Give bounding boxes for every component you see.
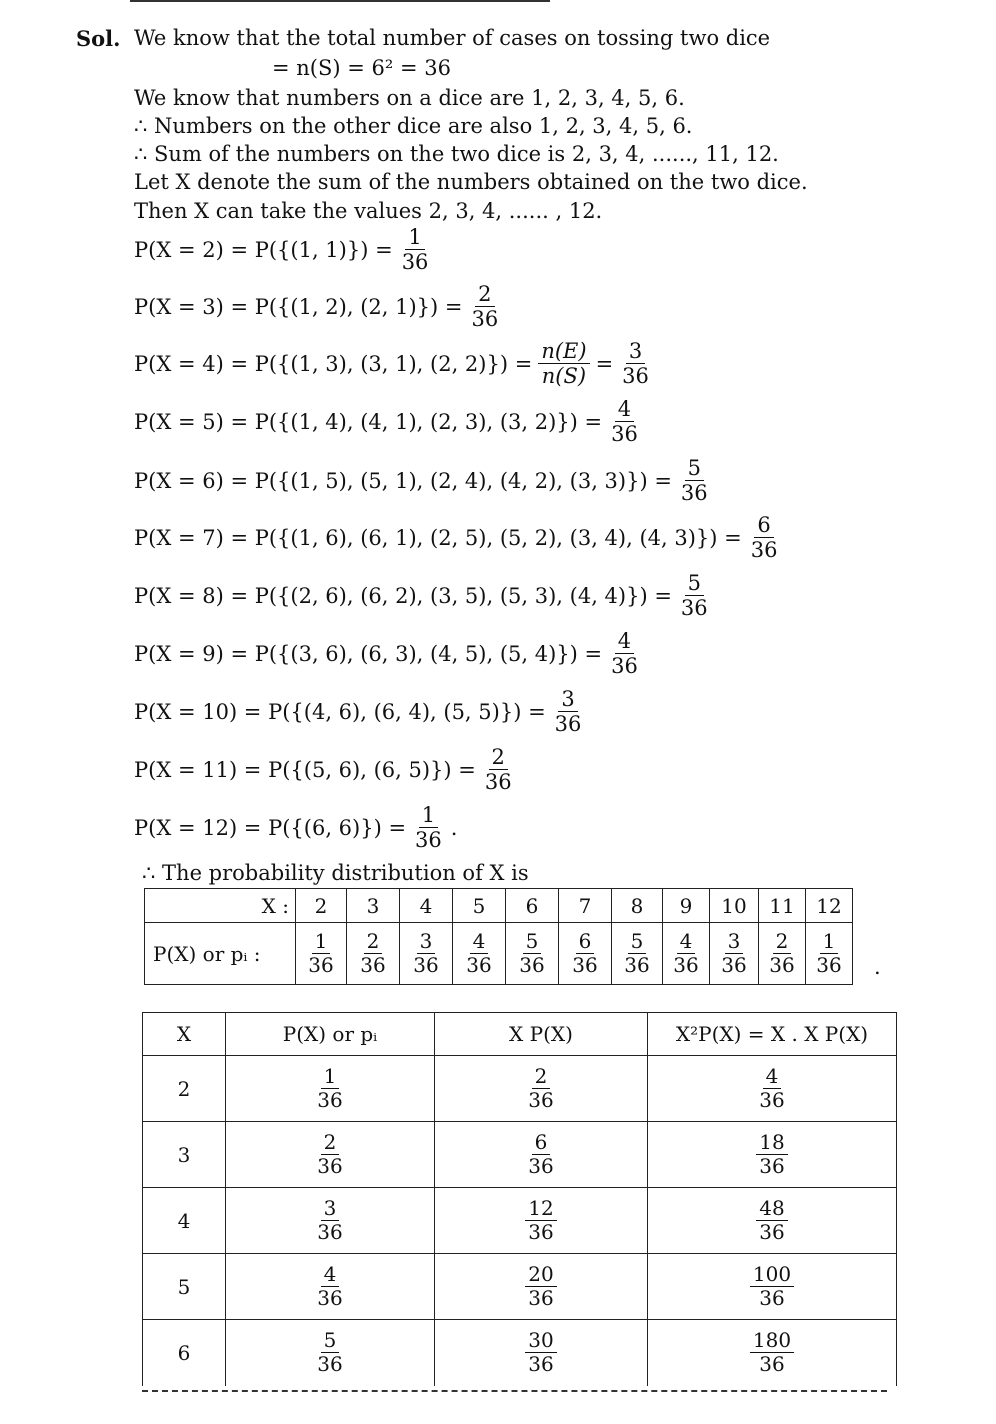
distribution-caption: ∴ The probability distribution of X is: [142, 861, 529, 885]
denominator: n(S): [541, 364, 587, 389]
equation-lhs: P(X = 6) = P({(1, 5), (5, 1), (2, 4), (4, 2), (3, 3)}) =: [134, 468, 672, 493]
numerator: 4: [677, 931, 696, 954]
numerator: 180: [750, 1330, 794, 1353]
probability-cell: [226, 1254, 435, 1320]
fraction: [678, 572, 711, 619]
numerator: 5: [628, 931, 647, 954]
denominator: 36: [528, 1286, 554, 1310]
fraction: [525, 1132, 556, 1177]
denominator: 36: [572, 953, 598, 977]
intro-line-3: We know that numbers on a dice are 1, 2, 3, 4, 5, 6.: [134, 86, 685, 110]
denominator: 36: [317, 1286, 343, 1310]
fraction: [357, 931, 388, 976]
equation-lhs: P(X = 10) = P({(4, 6), (6, 4), (5, 5)}) =: [134, 699, 546, 724]
equation-x10: [134, 688, 590, 735]
fraction: [608, 630, 641, 677]
fraction: [399, 226, 432, 273]
numerator: 6: [576, 931, 595, 954]
probability-cell: [226, 1122, 435, 1188]
fraction: [305, 931, 336, 976]
calc-row: [143, 1056, 897, 1122]
x-cell: 6: [143, 1320, 226, 1386]
numerator: 5: [321, 1330, 340, 1353]
x2-px-cell: [648, 1122, 897, 1188]
numerator: 3: [417, 931, 436, 954]
numerator: 30: [525, 1330, 556, 1353]
denominator: 36: [759, 1154, 785, 1178]
equation-x8: [134, 572, 717, 619]
fraction: [608, 398, 641, 445]
probability-cell: [759, 923, 806, 985]
header-x: X: [143, 1013, 226, 1056]
equation-x3: [134, 283, 507, 330]
solution-label: Sol.: [76, 26, 121, 51]
x2-px-cell: [648, 1056, 897, 1122]
denominator: 36: [360, 953, 386, 977]
equals-sign: =: [595, 351, 614, 376]
probability-row: [145, 923, 853, 985]
x2-px-cell: [648, 1320, 897, 1386]
probability-cell: [806, 923, 853, 985]
numerator: 4: [763, 1066, 782, 1089]
fraction: [525, 1330, 556, 1375]
x-value: 4: [400, 889, 453, 923]
probability-cell: [612, 923, 663, 985]
equation-lhs: P(X = 12) = P({(6, 6)}) =: [134, 815, 407, 840]
fraction: [482, 746, 515, 793]
numerator: 1: [405, 226, 424, 250]
intro-line-6: Let X denote the sum of the numbers obtained on the two dice.: [134, 170, 808, 194]
x-cell: 5: [143, 1254, 226, 1320]
numerator: 2: [773, 931, 792, 954]
fraction: [756, 1198, 787, 1243]
probability-cell: [400, 923, 453, 985]
intro-line-4: ∴ Numbers on the other dice are also 1, 2, 3, 4, 5, 6.: [134, 114, 693, 138]
denominator: 36: [750, 538, 778, 563]
probability-cell: [506, 923, 559, 985]
calc-row: [143, 1122, 897, 1188]
numerator: 48: [756, 1198, 787, 1221]
denominator: 36: [528, 1220, 554, 1244]
x-cell: 4: [143, 1188, 226, 1254]
fraction: [619, 340, 652, 387]
numerator: 3: [626, 340, 645, 364]
fraction: [314, 1264, 345, 1309]
numerator: n(E): [538, 340, 589, 364]
numerator: 2: [532, 1066, 551, 1089]
numerator: 5: [685, 457, 704, 481]
denominator: 36: [401, 250, 429, 275]
denominator: 36: [759, 1220, 785, 1244]
fraction: [314, 1066, 345, 1111]
probability-cell: [226, 1188, 435, 1254]
intro-line-7: Then X can take the values 2, 3, 4, ...... , 12.: [134, 199, 603, 223]
denominator: 36: [611, 422, 638, 447]
fraction: [756, 1066, 787, 1111]
numerator: 4: [470, 931, 489, 954]
numerator: 1: [321, 1066, 340, 1089]
x-px-cell: [435, 1320, 648, 1386]
denominator: 36: [528, 1088, 554, 1112]
intro-line-1: We know that the total number of cases on tossing two dice: [134, 26, 771, 50]
x-value: 10: [710, 889, 759, 923]
numerator: 5: [523, 931, 542, 954]
fraction: [538, 340, 589, 387]
denominator: 36: [554, 712, 582, 737]
equation-lhs: P(X = 9) = P({(3, 6), (6, 3), (4, 5), (5, 4)}) =: [134, 641, 603, 666]
fraction: [410, 931, 441, 976]
equation-x12: [134, 804, 457, 851]
equation-x9: [134, 630, 647, 677]
denominator: 36: [680, 596, 708, 621]
numerator: 1: [820, 931, 839, 954]
denominator: 36: [759, 1286, 785, 1310]
denominator: 36: [471, 307, 499, 332]
x2-px-cell: [648, 1188, 897, 1254]
intro-line-2: = n(S) = 6² = 36: [272, 56, 451, 80]
numerator: 3: [725, 931, 744, 954]
numerator: 2: [475, 283, 494, 307]
numerator: 2: [364, 931, 383, 954]
header-x-px: X P(X): [435, 1013, 648, 1056]
numerator: 6: [754, 514, 773, 538]
denominator: 36: [611, 654, 638, 679]
x-value: 3: [347, 889, 400, 923]
numerator: 4: [615, 630, 634, 654]
denominator: 36: [308, 953, 334, 977]
x-value: 7: [559, 889, 612, 923]
numerator: 3: [321, 1198, 340, 1221]
denominator: 36: [680, 481, 708, 506]
x-value: 12: [806, 889, 853, 923]
equation-x11: [134, 746, 521, 793]
denominator: 36: [721, 953, 747, 977]
distribution-end-mark: .: [874, 955, 881, 979]
x-px-cell: [435, 1188, 648, 1254]
equation-lhs: P(X = 3) = P({(1, 2), (2, 1)}) =: [134, 294, 463, 319]
probability-cell: [559, 923, 612, 985]
denominator: 36: [466, 953, 492, 977]
denominator: 36: [413, 953, 439, 977]
x-row-label: X :: [145, 889, 296, 923]
fraction: [766, 931, 797, 976]
fraction: [670, 931, 701, 976]
fraction: [756, 1132, 787, 1177]
header-x2-px: X²P(X) = X . X P(X): [648, 1013, 897, 1056]
equation-lhs: P(X = 7) = P({(1, 6), (6, 1), (2, 5), (5, 2), (3, 4), (4, 3)}) =: [134, 525, 742, 550]
fraction: [525, 1066, 556, 1111]
x-px-cell: [435, 1122, 648, 1188]
denominator: 36: [519, 953, 545, 977]
numerator: 1: [419, 804, 438, 828]
equation-lhs: P(X = 11) = P({(5, 6), (6, 5)}) =: [134, 757, 476, 782]
numerator: 5: [685, 572, 704, 596]
numerator: 20: [525, 1264, 556, 1287]
equation-x4: [134, 340, 658, 387]
denominator: 36: [769, 953, 795, 977]
probability-cell: [710, 923, 759, 985]
denominator: 36: [759, 1352, 785, 1377]
denominator: 36: [816, 953, 842, 977]
top-rule: [130, 0, 550, 2]
numerator: 1: [312, 931, 331, 954]
fraction: [678, 457, 711, 504]
equation-x5: [134, 398, 647, 445]
numerator: 3: [558, 688, 577, 712]
denominator: 36: [528, 1352, 554, 1377]
x-px-cell: [435, 1056, 648, 1122]
x-value: 5: [453, 889, 506, 923]
denominator: 36: [317, 1088, 343, 1112]
equation-x6: [134, 457, 717, 504]
denominator: 36: [484, 770, 512, 795]
equation-lhs: P(X = 5) = P({(1, 4), (4, 1), (2, 3), (3, 2)}) =: [134, 409, 603, 434]
x-value: 8: [612, 889, 663, 923]
x-cell: 2: [143, 1056, 226, 1122]
fraction: [525, 1264, 556, 1309]
x2-px-cell: [648, 1254, 897, 1320]
fraction: [469, 283, 502, 330]
fraction: [718, 931, 749, 976]
calc-row: [143, 1254, 897, 1320]
x-value: 9: [663, 889, 710, 923]
numerator: 2: [321, 1132, 340, 1155]
fraction: [463, 931, 494, 976]
x-px-cell: [435, 1254, 648, 1320]
distribution-table: [144, 888, 853, 985]
denominator: 36: [317, 1220, 343, 1244]
probability-cell: [296, 923, 347, 985]
denominator: 36: [624, 953, 650, 977]
numerator: 6: [532, 1132, 551, 1155]
x-cell: 3: [143, 1122, 226, 1188]
calc-row: [143, 1320, 897, 1386]
calc-header-row: [143, 1013, 897, 1056]
fraction: [621, 931, 652, 976]
x-value: 6: [506, 889, 559, 923]
fraction: [569, 931, 600, 976]
denominator: 36: [759, 1088, 785, 1112]
equation-x7: [134, 514, 786, 561]
denominator: 36: [415, 828, 442, 853]
fraction: [516, 931, 547, 976]
period: .: [450, 815, 458, 840]
probability-cell: [663, 923, 710, 985]
numerator: 12: [525, 1198, 556, 1221]
table-continuation-dashes: [142, 1390, 887, 1392]
fraction: [314, 1132, 345, 1177]
x-value: 11: [759, 889, 806, 923]
x-value: 2: [296, 889, 347, 923]
probability-cell: [453, 923, 506, 985]
fraction: [314, 1330, 345, 1375]
fraction: [748, 514, 781, 561]
probability-cell: [226, 1320, 435, 1386]
probability-cell: [226, 1056, 435, 1122]
equation-lhs: P(X = 4) = P({(1, 3), (3, 1), (2, 2)}) =: [134, 351, 533, 376]
denominator: 36: [317, 1352, 343, 1377]
fraction: [314, 1198, 345, 1243]
denominator: 36: [317, 1154, 343, 1178]
intro-line-5: ∴ Sum of the numbers on the two dice is 2, 3, 4, ......, 11, 12.: [134, 142, 779, 166]
equation-x2: [134, 226, 437, 273]
denominator: 36: [673, 953, 699, 977]
numerator: 100: [750, 1264, 794, 1287]
fraction: [750, 1264, 794, 1309]
x-row: [145, 889, 853, 923]
calculation-table: [142, 1012, 897, 1386]
calc-row: [143, 1188, 897, 1254]
fraction: [552, 688, 585, 735]
numerator: 2: [489, 746, 508, 770]
fraction: [813, 931, 844, 976]
numerator: 4: [321, 1264, 340, 1287]
fraction: [412, 804, 445, 851]
equation-lhs: P(X = 8) = P({(2, 6), (6, 2), (3, 5), (5, 3), (4, 4)}) =: [134, 583, 672, 608]
probability-cell: [347, 923, 400, 985]
header-probability: P(X) or pᵢ: [226, 1013, 435, 1056]
fraction: [525, 1198, 556, 1243]
probability-row-label: P(X) or pᵢ :: [145, 923, 296, 985]
denominator: 36: [622, 364, 649, 389]
numerator: 18: [756, 1132, 787, 1155]
denominator: 36: [528, 1154, 554, 1178]
equation-lhs: P(X = 2) = P({(1, 1)}) =: [134, 237, 393, 262]
fraction: [750, 1330, 794, 1375]
numerator: 4: [615, 398, 634, 422]
